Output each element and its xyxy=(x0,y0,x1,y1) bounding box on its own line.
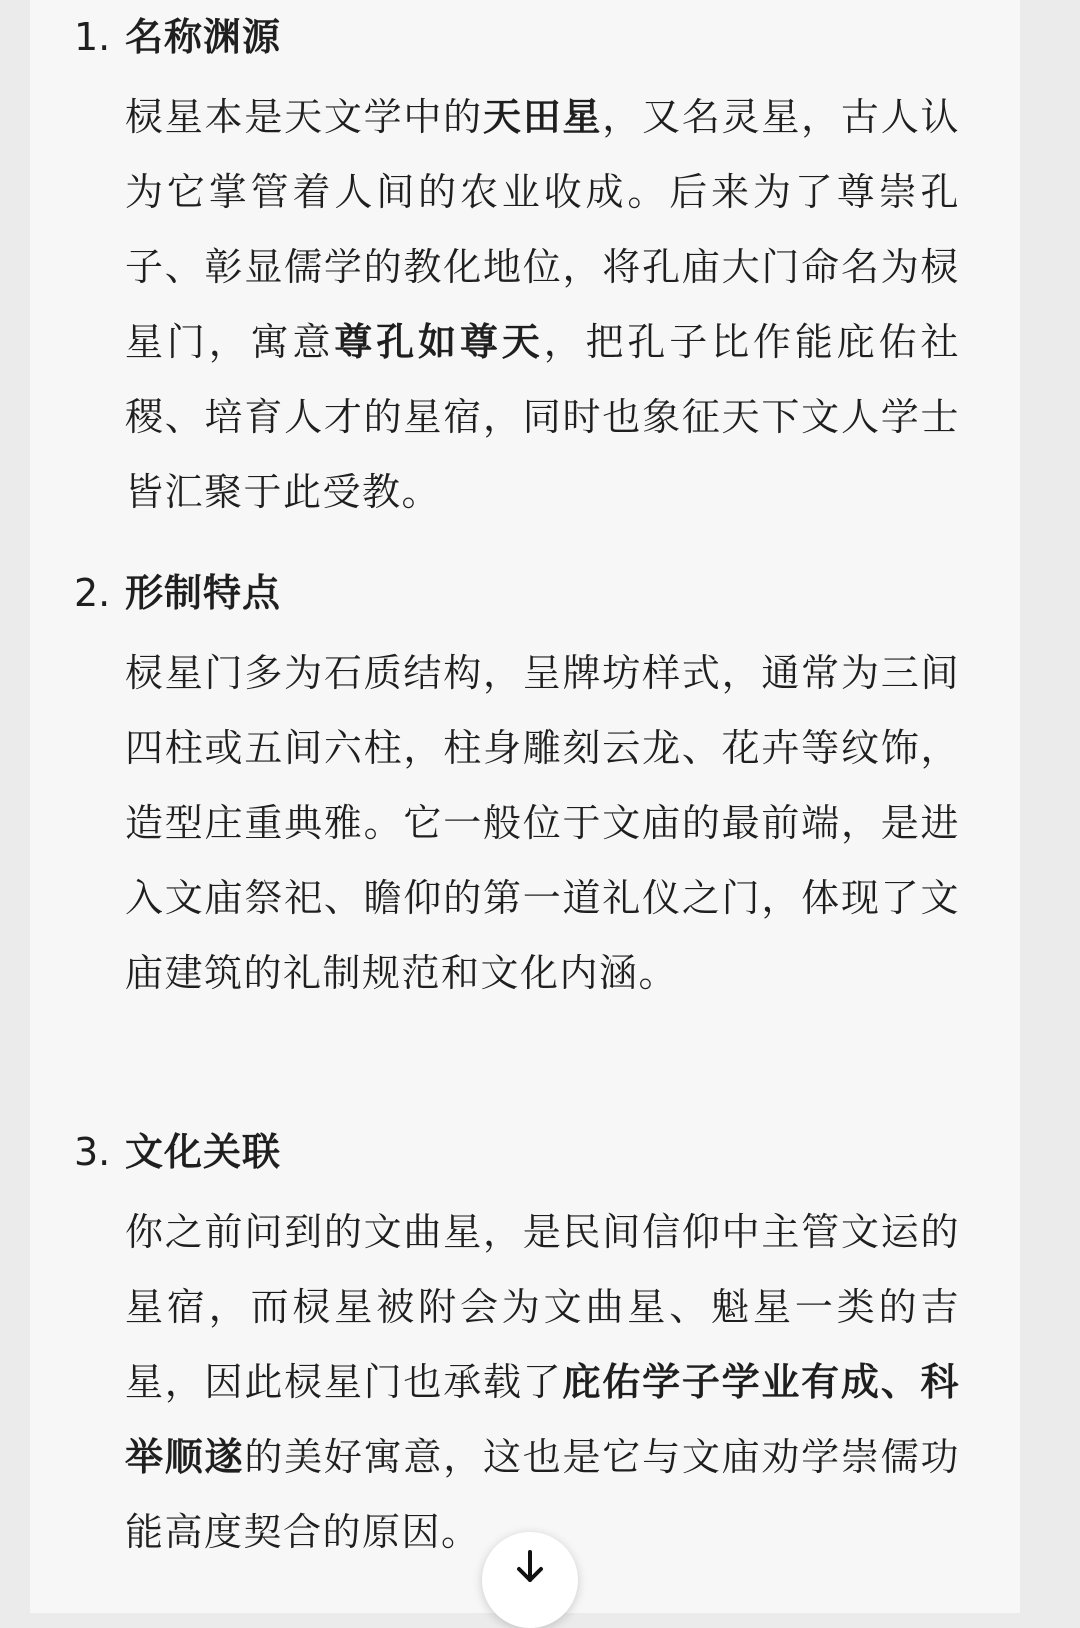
section-body xyxy=(125,1195,960,1570)
arrow-down-icon xyxy=(512,1546,548,1586)
body-text: 的美好寓意，这也是它与文庙劝学崇儒功能高度契合的原因。 xyxy=(125,1435,960,1554)
bold-text: 庇佑学子学业有成、科举顺遂 xyxy=(125,1360,960,1479)
body-text: ，把孔子比作能庇佑社稷、培育人才的星宿，同时也象征天下文人学士皆汇聚于此受教。 xyxy=(125,320,960,514)
section-body xyxy=(125,636,960,1011)
answer-panel xyxy=(30,0,1020,1613)
scroll-to-bottom-button[interactable] xyxy=(482,1532,578,1628)
section-title: 形制特点 xyxy=(125,571,282,615)
body-text: 棂星门多为石质结构，呈牌坊样式，通常为三间四柱或五间六柱，柱身雕刻云龙、花卉等纹饰，造型庄重典雅。它一般位于文庙的最前端，是进入文庙祭祀、瞻仰的第一道礼仪之门，体现了文庙建筑的礼制规范和文化内涵。 xyxy=(125,651,960,995)
list-number: 3. xyxy=(74,1130,111,1174)
body-text: 你之前问到的文曲星，是民间信仰中主管文运的星宿，而棂星被附会为文曲星、魁星一类的吉星，因此棂星门也承载了 xyxy=(125,1210,960,1404)
list-number: 2. xyxy=(74,571,111,615)
bold-text: 尊孔如尊天 xyxy=(334,320,544,364)
body-text: 棂星本是天文学中的 xyxy=(125,95,483,139)
section-body xyxy=(125,80,960,530)
list-number: 1. xyxy=(74,15,111,59)
section-title: 文化关联 xyxy=(125,1130,282,1174)
bold-text: 天田星 xyxy=(482,95,603,139)
body-text: ，又名灵星，古人认为它掌管着人间的农业收成。后来为了尊崇孔子、彰显儒学的教化地位，将孔庙大门命名为棂星门，寓意 xyxy=(125,95,960,364)
section-title: 名称渊源 xyxy=(125,15,282,59)
